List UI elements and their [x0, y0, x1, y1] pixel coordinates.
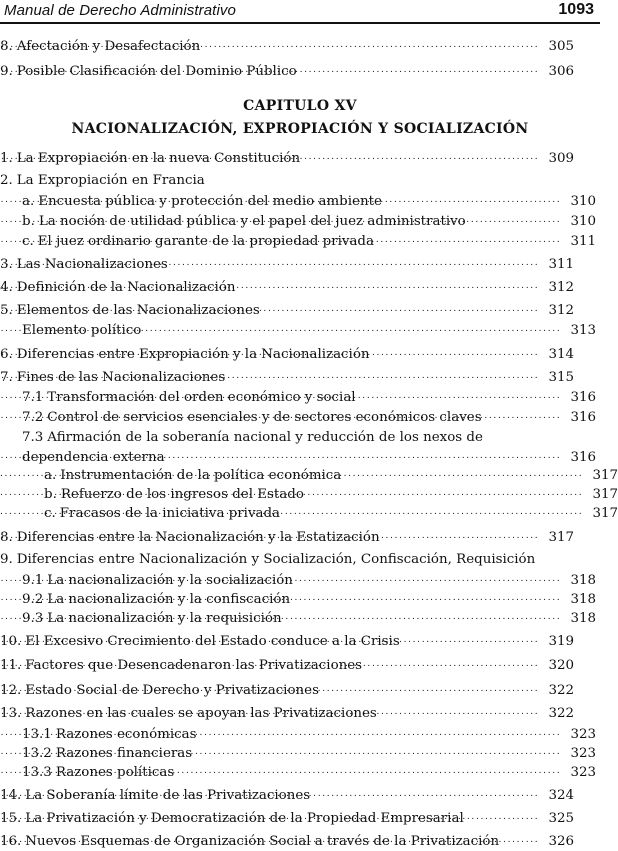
dot-leader — [203, 42, 537, 52]
toc-entry-label: Razones en las cuales se apoyan las Privatizaciones — [25, 706, 377, 721]
toc-entry-page: 325 — [548, 811, 574, 826]
toc-entry-number: 8. — [0, 530, 13, 545]
toc-entry — [0, 429, 596, 447]
toc-entry-number: 10. — [0, 634, 22, 649]
toc-entry-page: 319 — [548, 634, 574, 649]
toc-entry-label: Diferencias entre Nacionalización y Socialización, Confiscación, Requisición — [16, 552, 536, 567]
dot-leader — [171, 260, 537, 270]
toc-entry-number: b. — [44, 487, 57, 502]
toc-entry-page: 317 — [592, 487, 618, 502]
toc-entry-number: 13.3 — [22, 765, 52, 780]
toc-entry-label: Nuevos Esquemas de Organización Social a través de la Privatización — [25, 834, 500, 849]
toc-entry-page: 316 — [570, 390, 596, 405]
toc-entry-page: 305 — [548, 39, 574, 54]
toc-entry-number: 16. — [0, 834, 22, 849]
header-rule — [0, 22, 600, 24]
dot-leader — [359, 393, 559, 403]
toc-entry — [0, 279, 574, 297]
dot-leader — [300, 67, 537, 77]
toc-entry-page: 317 — [592, 506, 618, 521]
toc-entry-page: 310 — [570, 214, 596, 229]
toc-entry-page: 314 — [548, 347, 574, 362]
toc-entry-label: Control de servicios esenciales y de sectores económicos claves — [47, 410, 482, 425]
toc-entry-number: 11. — [0, 658, 22, 673]
toc-entry-number: 7.3 — [22, 430, 44, 445]
toc-entry-number: 6. — [0, 347, 13, 362]
toc-entry-label: Afirmación de la soberanía nacional y reducción de los nexos de — [47, 430, 483, 445]
chapter-title: NACIONALIZACIÓN, EXPROPIACIÓN Y SOCIALIZACIÓN — [71, 121, 529, 137]
dot-leader — [502, 837, 537, 847]
toc-entry-page: 326 — [548, 834, 574, 849]
toc-entry-label: Afectación y Desafectación — [16, 39, 201, 54]
toc-entry — [0, 764, 596, 782]
toc-entry-page: 306 — [548, 64, 574, 79]
toc-entry — [0, 551, 574, 569]
toc-entry — [0, 409, 596, 427]
toc-entry-label: Transformación del orden económico y social — [47, 390, 356, 405]
toc-entry-label: Instrumentación de la política económica — [60, 468, 342, 483]
toc-entry-number: a. — [44, 468, 57, 483]
dot-leader — [239, 283, 537, 293]
dot-leader — [195, 749, 559, 759]
toc-entry-label: Definición de la Nacionalización — [16, 280, 236, 295]
toc-entry-label: Razones económicas — [55, 727, 197, 742]
toc-entry — [0, 233, 596, 251]
toc-entry-page: 323 — [570, 765, 596, 780]
dot-leader — [383, 533, 537, 543]
toc-entry-page: 312 — [548, 303, 574, 318]
dot-leader — [377, 237, 559, 247]
toc-entry — [0, 172, 574, 190]
toc-entry — [0, 63, 574, 81]
toc-entry-label: dependencia externa — [22, 450, 165, 465]
toc-entry-label: La noción de utilidad pública y el papel del juez administrativo — [38, 214, 466, 229]
toc-entry-page: 311 — [570, 234, 596, 249]
toc-entry-label: Las Nacionalizaciones — [16, 257, 168, 272]
toc-entry-label: Elemento político — [22, 323, 142, 338]
toc-entry-label: Diferencias entre Expropiación y la Nacionalización — [16, 347, 370, 362]
toc-entry — [0, 591, 596, 609]
toc-entry-page: 322 — [548, 683, 574, 698]
toc-entry-page: 318 — [570, 592, 596, 607]
toc-entry-number: 13.2 — [22, 746, 52, 761]
toc-entry-page: 317 — [548, 530, 574, 545]
toc-entry — [0, 256, 574, 274]
toc-entry — [0, 302, 574, 320]
toc-entry — [0, 389, 596, 407]
dot-leader — [380, 709, 537, 719]
dot-leader — [467, 814, 537, 824]
toc-entry-page: 313 — [570, 323, 596, 338]
dot-leader — [403, 637, 537, 647]
toc-entry — [0, 213, 596, 231]
toc-entry-label: Posible Clasificación del Dominio Público — [16, 64, 297, 79]
dot-leader — [296, 576, 559, 586]
toc-entry — [0, 369, 574, 387]
toc-entry-label: La Expropiación en la nueva Constitución — [16, 151, 301, 166]
toc-entry-page: 320 — [548, 658, 574, 673]
toc-entry-label: Fines de las Nacionalizaciones — [16, 370, 226, 385]
toc-entry-number: 7.2 — [22, 410, 44, 425]
toc-entry-label: Factores que Desencadenaron las Privatizaciones — [25, 658, 363, 673]
toc-entry-number: 12. — [0, 683, 22, 698]
toc-entry-number: b. — [22, 214, 35, 229]
toc-entry-number: c. — [44, 506, 56, 521]
toc-entry — [0, 193, 596, 211]
toc-entry-label: Elementos de las Nacionalizaciones — [16, 303, 260, 318]
toc-entry-number: 5. — [0, 303, 13, 318]
toc-entry-number: 9.2 — [22, 592, 44, 607]
dot-leader — [144, 326, 559, 336]
dot-leader — [283, 509, 581, 519]
toc-entry — [0, 726, 596, 744]
dot-leader — [228, 373, 537, 383]
toc-entry-page: 317 — [592, 468, 618, 483]
toc-entry — [0, 505, 618, 523]
toc-entry-label: La Soberanía límite de las Privatizaciones — [25, 788, 311, 803]
dot-leader — [373, 350, 537, 360]
toc-entry-page: 310 — [570, 194, 596, 209]
dot-leader — [285, 614, 559, 624]
dot-leader — [344, 471, 581, 481]
toc-entry-number: 3. — [0, 257, 13, 272]
toc-entry-label: Estado Social de Derecho y Privatizaciones — [25, 683, 319, 698]
dot-leader — [313, 791, 537, 801]
toc-entry-number: 9.3 — [22, 611, 44, 626]
toc-entry-number: 15. — [0, 811, 22, 826]
dot-leader — [322, 686, 537, 696]
toc-entry — [0, 810, 574, 828]
toc-entry — [0, 633, 574, 651]
page-number: 1093 — [558, 1, 594, 18]
dot-leader — [307, 490, 581, 500]
toc-entry-label: Diferencias entre la Nacionalización y la Estatización — [16, 530, 380, 545]
dot-leader — [485, 413, 559, 423]
toc-entry — [0, 38, 574, 56]
toc-entry-number: a. — [22, 194, 35, 209]
toc-entry-page: 324 — [548, 788, 574, 803]
toc-entry-number: c. — [22, 234, 34, 249]
toc-entry — [0, 467, 618, 485]
toc-entry — [0, 657, 574, 675]
toc-entry-label: La nacionalización y la socialización — [47, 573, 293, 588]
toc-entry — [0, 150, 574, 168]
toc-entry-page: 316 — [570, 410, 596, 425]
toc-entry-label: El Excesivo Crecimiento del Estado conduce a la Crisis — [25, 634, 400, 649]
toc-entry-page: 309 — [548, 151, 574, 166]
toc-entry-page: 312 — [548, 280, 574, 295]
toc-entry — [0, 529, 574, 547]
toc-entry-label: Encuesta pública y protección del medio ambiente — [38, 194, 382, 209]
toc-entry-number: 13. — [0, 706, 22, 721]
toc-entry-page: 322 — [548, 706, 574, 721]
toc-entry-number: 7.1 — [22, 390, 44, 405]
toc-entry — [0, 346, 574, 364]
toc-entry-label: Razones políticas — [55, 765, 175, 780]
toc-entry-number: 9.1 — [22, 573, 44, 588]
toc-entry-number: 2. — [0, 173, 13, 188]
dot-leader — [303, 154, 537, 164]
chapter-label: CAPITULO XV — [243, 98, 357, 114]
dot-leader — [177, 768, 559, 778]
dot-leader — [469, 217, 559, 227]
toc-entry-number: 8. — [0, 39, 13, 54]
toc-entry — [0, 787, 574, 805]
toc-entry-label: Fracasos de la iniciativa privada — [59, 506, 281, 521]
dot-leader — [365, 661, 537, 671]
toc-entry-label: La nacionalización y la requisición — [47, 611, 282, 626]
dot-leader — [385, 197, 559, 207]
toc-entry — [0, 572, 596, 590]
toc-entry-page: 323 — [570, 727, 596, 742]
toc-entry — [0, 682, 574, 700]
toc-entry — [0, 322, 596, 340]
toc-entry-page: 323 — [570, 746, 596, 761]
dot-leader — [293, 595, 559, 605]
toc-entry-page: 318 — [570, 573, 596, 588]
toc-entry-number: 13.1 — [22, 727, 52, 742]
toc-entry-number: 9. — [0, 64, 13, 79]
toc-entry — [0, 745, 596, 763]
toc-entry — [0, 486, 618, 504]
toc-entry-number: 7. — [0, 370, 13, 385]
dot-leader — [263, 306, 537, 316]
toc-entry — [0, 705, 574, 723]
toc-entry-label: La Expropiación en Francia — [16, 173, 205, 188]
toc-entry-label: Refuerzo de los ingresos del Estado — [60, 487, 304, 502]
page-header — [0, 0, 600, 26]
toc-entry-number: 1. — [0, 151, 13, 166]
toc-entry-page: 316 — [570, 450, 596, 465]
toc-entry-label: La Privatización y Democratización de la Propiedad Empresarial — [25, 811, 464, 826]
toc-entry-page: 318 — [570, 611, 596, 626]
toc-entry — [0, 610, 596, 628]
running-title: Manual de Derecho Administrativo — [4, 2, 236, 19]
toc-entry-label: La nacionalización y la confiscación — [47, 592, 291, 607]
toc-entry-number: 9. — [0, 552, 13, 567]
dot-leader — [200, 730, 559, 740]
toc-entry-page: 315 — [548, 370, 574, 385]
toc-entry-page: 311 — [548, 257, 574, 272]
toc-entry-label: Razones financieras — [55, 746, 193, 761]
dot-leader — [168, 453, 559, 463]
toc-entry-label: El juez ordinario garante de la propiedad privada — [37, 234, 374, 249]
toc-entry-number: 4. — [0, 280, 13, 295]
toc-entry-number: 14. — [0, 788, 22, 803]
toc-entry — [0, 833, 574, 851]
